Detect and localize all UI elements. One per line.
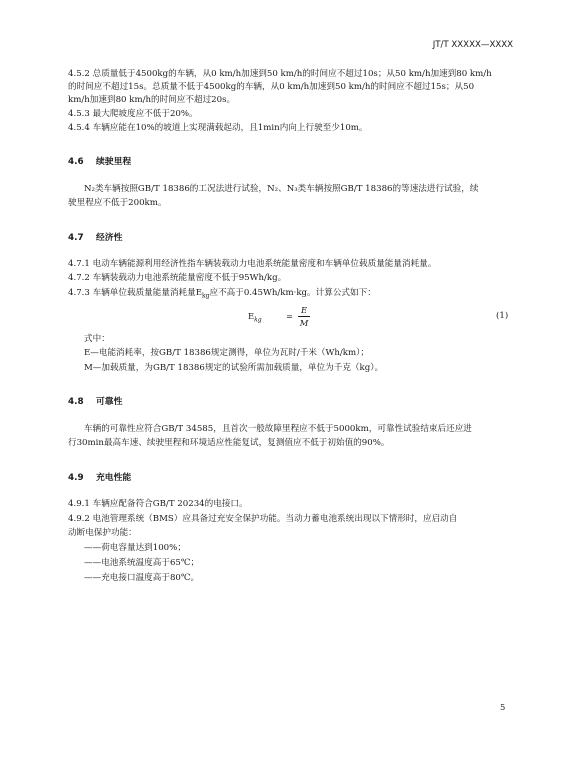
text-line: M—加载质量，为GB/T 18386规定的试验所需加载质量，单位为千克（kg）。	[84, 363, 384, 373]
document-code-header: JT/T XXXXX—XXXX	[432, 40, 513, 50]
section-heading	[68, 470, 131, 483]
paragraph-4-7-3	[68, 287, 376, 303]
section-number: 4.6	[68, 157, 84, 167]
section-number: 4.7	[68, 233, 84, 243]
fraction-bar	[298, 316, 310, 317]
text-line: 的时间应不超过15s。总质量不低于4500kg的车辆，从0 km/h加速到50 km/h的时间应不超过15s；从50	[68, 82, 475, 92]
section-title: 续驶里程	[96, 157, 132, 167]
text-line: N₂类车辆按照GB/T 18386的工况法进行试验，N₂、N₃类车辆按照GB/T 18386的等速法进行试验，续	[84, 184, 479, 194]
text-line: 4.9.2 电池管理系统（BMS）应具备过充安全保护功能。当动力蓄电池系统出现以下情形时，应启动自	[68, 514, 458, 524]
formula-lhs-subscript: kg	[254, 316, 262, 324]
section-number: 4.9	[68, 473, 84, 483]
text-line: 4.5.2 总质量低于4500kg的车辆，从0 km/h加速到50 km/h的时间应不超过10s；从50 km/h加速到80 km/h	[68, 69, 492, 79]
text-line: E—电能消耗率，按GB/T 18386规定测得，单位为瓦时/千米（Wh/km）；	[84, 348, 370, 358]
text-line: ——充电接口温度高于80℃。	[84, 573, 200, 583]
text-line: 车辆的可靠性应符合GB/T 34585，且首次一般故障里程应不低于5000km，可靠性试验结束后还应进	[84, 424, 472, 434]
section-heading	[68, 230, 122, 243]
formula-equals: =	[286, 311, 294, 321]
text-line: 4.7.2 车辆装载动力电池系统能量密度不低于95Wh/kg。	[68, 273, 287, 283]
text-line: km/h加速到80 km/h的时间应不超过20s。	[68, 95, 236, 105]
formula-numerator: E	[300, 305, 308, 315]
section-number: 4.8	[68, 397, 84, 407]
text-line: ——电池系统温度高于65℃；	[84, 558, 200, 568]
formula-fraction	[298, 305, 310, 329]
section-heading	[68, 154, 131, 167]
text-line: 式中：	[84, 334, 110, 344]
text-line: 4.5.3 最大爬坡度应不低于20%。	[68, 109, 198, 119]
text-4-7-3-pre: 4.7.3 车辆单位载质量能量消耗量E	[68, 288, 202, 298]
text-line: 4.7.1 电动车辆能源利用经济性指车辆装载动力电池系统能量密度和车辆单位载质量能量消耗量。	[68, 259, 437, 269]
text-4-7-3-post: 应不高于0.45Wh/km·kg。计算公式如下：	[209, 288, 376, 298]
section-title: 可靠性	[96, 397, 123, 407]
text-line: 4.5.4 车辆应能在10%的坡道上实现满载起动，且1min内向上行驶至少10m。	[68, 123, 368, 133]
formula-number: (1)	[496, 311, 509, 321]
formula-lhs	[248, 311, 262, 324]
section-title: 充电性能	[96, 473, 132, 483]
section-title: 经济性	[96, 233, 123, 243]
text-line: 动断电保护功能：	[68, 528, 137, 538]
text-line: 4.9.1 车辆应配备符合GB/T 20234的电接口。	[68, 499, 248, 509]
section-heading	[68, 394, 122, 407]
page-number: 5	[500, 702, 506, 712]
text-line: 行30min最高车速、续驶里程和环境适应性能复试，复测值应不低于初始值的90%。	[68, 438, 390, 448]
formula-denominator: M	[299, 318, 309, 328]
text-4-7-3-sub: kg	[202, 292, 210, 300]
text-line: 驶里程应不低于200km。	[68, 198, 167, 208]
formula-lhs-symbol: E	[248, 311, 255, 321]
text-line: ——荷电容量达到100%；	[84, 543, 186, 553]
